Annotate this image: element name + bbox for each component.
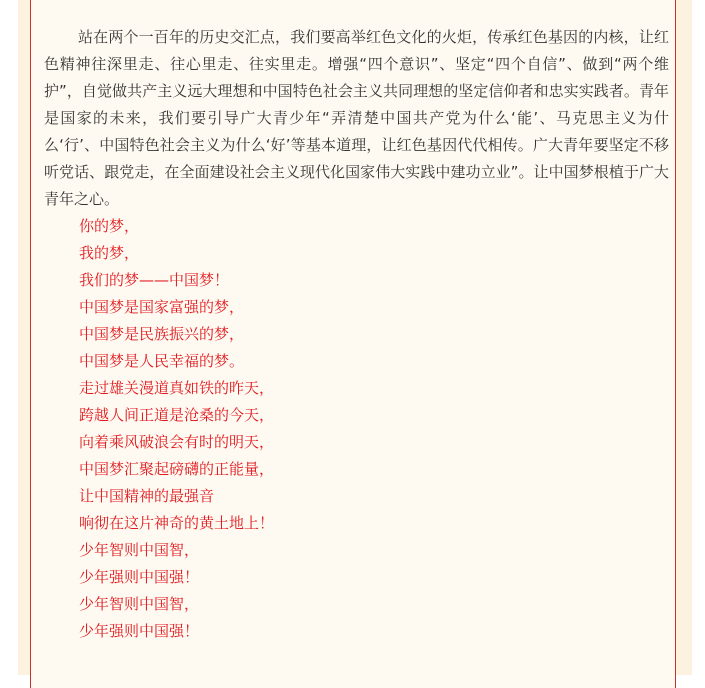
verse-line: 我们的梦——中国梦！ <box>79 271 230 289</box>
poem-verse <box>44 213 669 645</box>
verse-line: 少年智则中国智， <box>79 541 200 559</box>
verse-line: 你的梦， <box>79 217 140 235</box>
body-paragraph: 站在两个一百年的历史交汇点，我们要高举红色文化的火炬，传承红色基因的内核，让红色精神往深里走、往心里走、往实里走。增强“四个意识”、坚定“四个自信”、做到“两个维护”，自觉做共产主义远大理想和中国特色社会主义共同理想的坚定信仰者和忠实实践者。青年是国家的未来，我们要引导广大青少年“弄清楚中国共产党为什么‘能’、马克思主义为什么‘行’、中国特色社会主义为什么‘好’等基本道理，让红色基因代代相传。广大青年要坚定不移听党话、跟党走，在全面建设社会主义现代化国家伟大实践中建功立业”。让中国梦根植于广大青年之心。 <box>44 28 669 208</box>
verse-line: 让中国精神的最强音 <box>79 487 215 505</box>
verse-line: 中国梦是国家富强的梦， <box>79 298 245 316</box>
verse-line: 向着乘风破浪会有时的明天， <box>79 433 275 451</box>
verse-line: 响彻在这片神奇的黄土地上！ <box>79 514 275 532</box>
verse-line: 我的梦， <box>79 244 140 262</box>
verse-line: 中国梦汇聚起磅礴的正能量， <box>79 460 275 478</box>
verse-line: 少年智则中国智， <box>79 595 200 613</box>
article-content <box>44 24 669 645</box>
verse-line: 中国梦是民族振兴的梦， <box>79 325 245 343</box>
verse-line: 少年强则中国强！ <box>79 568 200 586</box>
verse-line: 跨越人间正道是沧桑的今天， <box>79 406 275 424</box>
verse-line: 少年强则中国强！ <box>79 622 200 640</box>
verse-line: 走过雄关漫道真如铁的昨天， <box>79 379 275 397</box>
verse-line: 中国梦是人民幸福的梦。 <box>79 352 245 370</box>
